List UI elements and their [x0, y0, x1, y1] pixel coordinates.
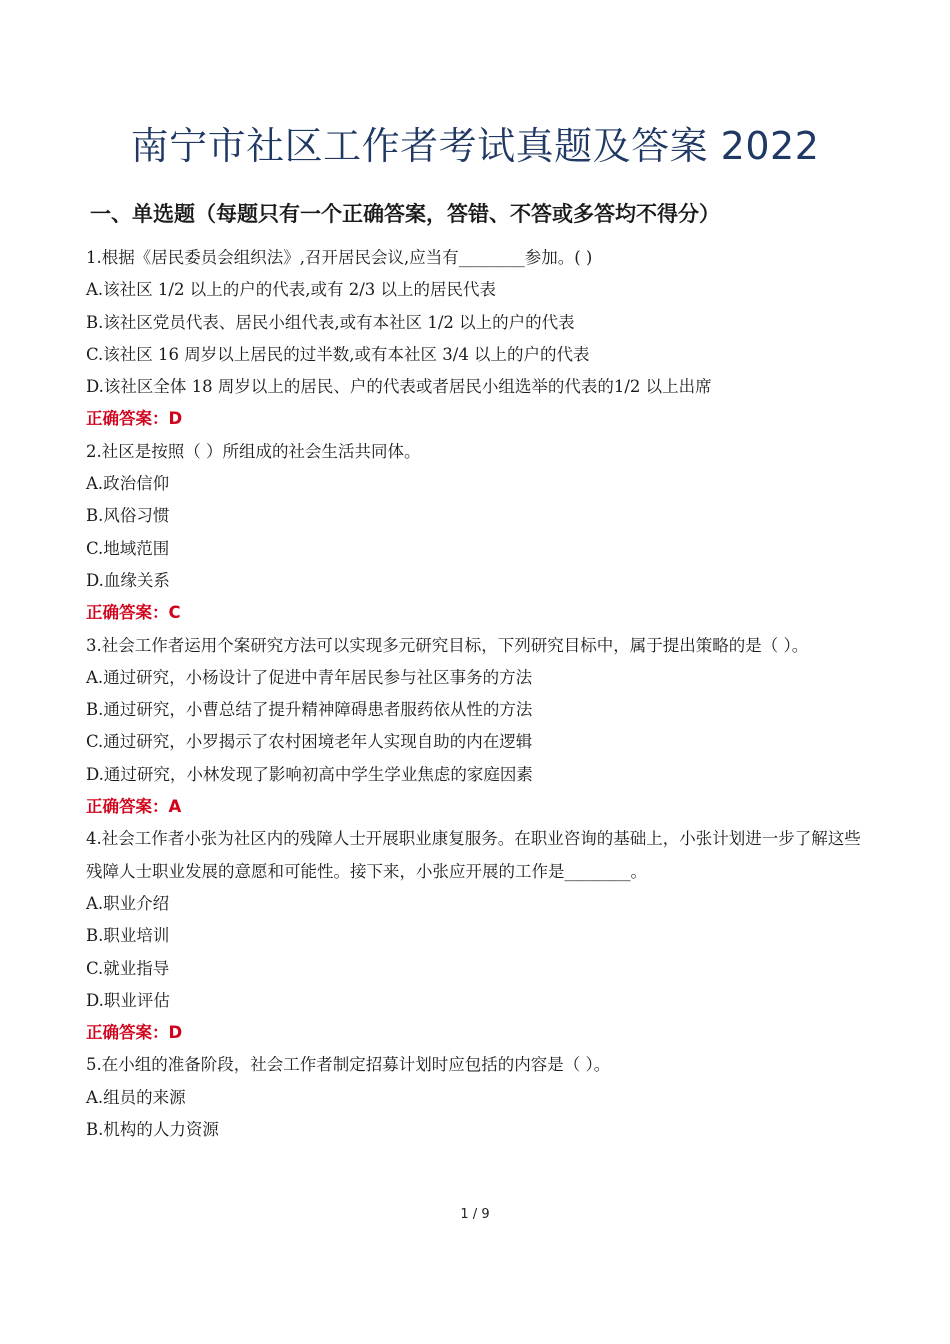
option-d: D.该社区全体 18 周岁以上的居民、户的代表或者居民小组选举的代表的1/2 以上出席 [86, 377, 712, 397]
option-a: A.职业介绍 [86, 893, 170, 913]
question-stem: 5.在小组的准备阶段，社会工作者制定招募计划时应包括的内容是（ ）。 [86, 1055, 611, 1075]
option-a: A.组员的来源 [86, 1087, 186, 1107]
option-c: C.就业指导 [86, 958, 170, 978]
correct-answer: 正确答案：D [86, 409, 183, 429]
option-c: C.该社区 16 周岁以上居民的过半数,或有本社区 3/4 以上的户的代表 [86, 344, 590, 364]
question-block [86, 242, 872, 436]
option-c: C.地域范围 [86, 538, 170, 558]
question-stem: 4.社会工作者小张为社区内的残障人士开展职业康复服务。在职业咨询的基础上，小张计划进一步了解这些残障人士职业发展的意愿和可能性。接下来，小张应开展的工作是________。 [86, 829, 861, 881]
option-b: B.职业培训 [86, 926, 170, 946]
question-stem: 2.社区是按照（ ）所组成的社会生活共同体。 [86, 441, 421, 461]
option-b: B.风俗习惯 [86, 506, 170, 526]
option-a: A.通过研究，小杨设计了促进中青年居民参与社区事务的方法 [86, 667, 533, 687]
document-title: 南宁市社区工作者考试真题及答案 2022 [130, 124, 820, 168]
section-heading: 一、单选题（每题只有一个正确答案，答错、不答或多答均不得分） [90, 202, 720, 226]
option-b: B.机构的人力资源 [86, 1120, 219, 1140]
option-d: D.血缘关系 [86, 570, 170, 590]
option-d: D.通过研究，小林发现了影响初高中学生学业焦虑的家庭因素 [86, 764, 533, 784]
question-block [86, 436, 872, 630]
correct-answer: 正确答案：D [86, 1023, 183, 1043]
question-stem: 1.根据《居民委员会组织法》,召开居民会议,应当有________参加。( ) [86, 248, 593, 267]
option-a: A.该社区 1/2 以上的户的代表,或有 2/3 以上的居民代表 [86, 280, 496, 300]
question-block [86, 1049, 872, 1146]
option-a: A.政治信仰 [86, 474, 170, 494]
question-list [86, 242, 872, 1146]
option-b: B.通过研究，小曹总结了提升精神障碍患者服药依从性的方法 [86, 700, 533, 720]
question-block [86, 823, 872, 1049]
option-c: C.通过研究，小罗揭示了农村困境老年人实现自助的内在逻辑 [86, 732, 533, 752]
question-block [86, 630, 872, 824]
option-b: B.该社区党员代表、居民小组代表,或有本社区 1/2 以上的户的代表 [86, 312, 575, 332]
question-stem: 3.社会工作者运用个案研究方法可以实现多元研究目标，下列研究目标中，属于提出策略的是（ ）。 [86, 635, 809, 655]
correct-answer: 正确答案：C [86, 603, 181, 623]
correct-answer: 正确答案：A [86, 797, 182, 817]
option-d: D.职业评估 [86, 990, 170, 1010]
page-indicator: 1 / 9 [460, 1207, 490, 1222]
